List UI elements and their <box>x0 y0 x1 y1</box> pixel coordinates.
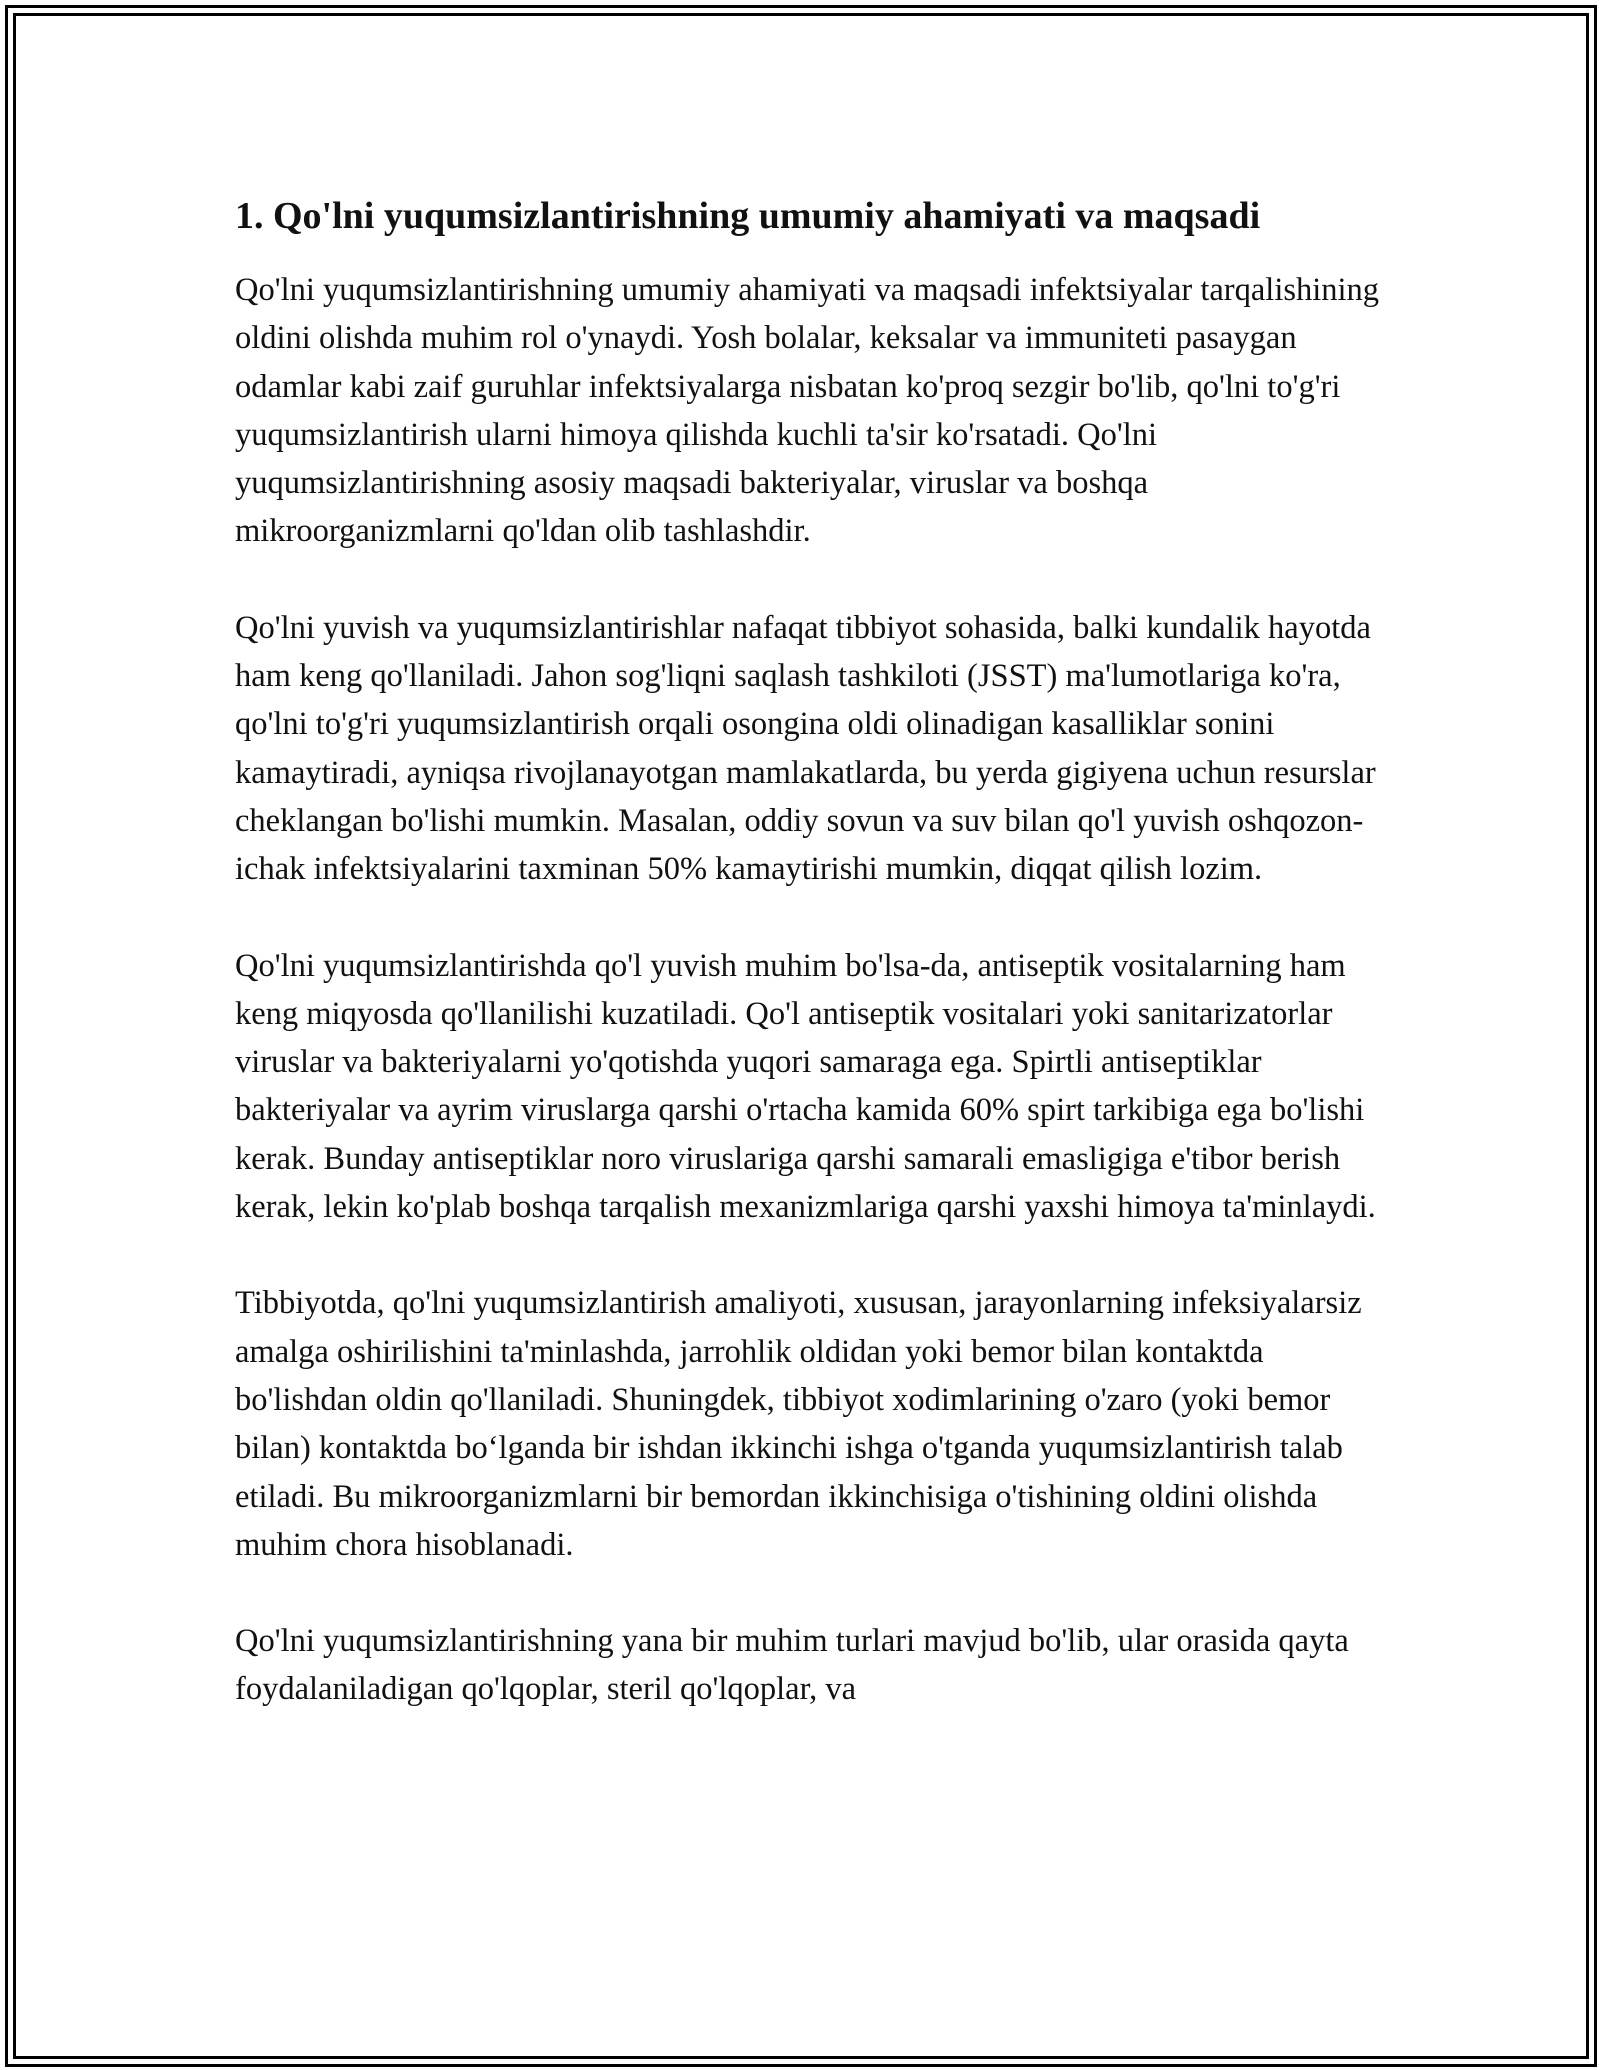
paragraph-importance: Qo'lni yuqumsizlantirishning umumiy ahamiyati va maqsadi infektsiyalar tarqalishining oldini olishda muhim rol o'ynaydi. Yosh bolalar, keksalar va immuniteti pasaygan odamlar kabi zaif guruhlar infektsiyalarga nisbatan ko'proq sezgir bo'lib, qo'lni to'g'ri yuqumsizlantirish ularni himoya qilishda kuchli ta'sir ko'rsatadi. Qo'lni yuqumsizlantirishning asosiy maqsadi bakteriyalar, viruslar va boshqa mikroorganizmlarni qo'ldan olib tashlashdir. <box>235 272 1380 550</box>
paragraph-antiseptics: Qo'lni yuqumsizlantirishda qo'l yuvish muhim bo'lsa-da, antiseptik vositalarning ham keng miqyosda qo'llanilishi kuzatiladi. Qo'l antiseptik vositalari yoki sanitarizatorlar viruslar va bakteriyalarni yo'qotishda yuqori samaraga ega. Spirtli antiseptiklar bakteriyalar va ayrim viruslarga qarshi o'rtacha kamida 60% spirt tarkibiga ega bo'lishi kerak. Bunday antiseptiklar noro viruslariga qarshi samarali emasligiga e'tibor berish kerak, lekin ko'plab boshqa tarqalish mexanizmlariga qarshi yaxshi himoya ta'minlaydi. <box>235 947 1376 1226</box>
paragraph-everyday-use: Qo'lni yuvish va yuqumsizlantirishlar nafaqat tibbiyot sohasida, balki kundalik hayotda ham keng qo'llaniladi. Jahon sog'liqni saqlash tashkiloti (JSST) ma'lumotlariga ko'ra, qo'lni to'g'ri yuqumsizlantirish orqali osongina oldi olinadigan kasalliklar sonini kamaytiradi, ayniqsa rivojlanayotgan mamlakatlarda, bu yerda gigiyena uchun resurslar cheklangan bo'lishi mumkin. Masalan, oddiy sovun va suv bilan qo'l yuvish oshqozon-ichak infektsiyalarini taxminan 50% kamaytirishi mumkin, diqqat qilish lozim. <box>235 609 1376 888</box>
section-heading: 1. Qo'lni yuqumsizlantirishning umumiy ahamiyati va maqsadi <box>235 195 1261 237</box>
paragraph-gloves: Qo'lni yuqumsizlantirishning yana bir muhim turlari mavjud bo'lib, ular orasida qayta foydalaniladigan qo'lqoplar, steril qo'lqoplar, va <box>235 1623 1349 1708</box>
document-body <box>235 188 1390 1714</box>
paragraph-medicine: Tibbiyotda, qo'lni yuqumsizlantirish amaliyoti, xususan, jarayonlarning infeksiyalarsiz amalga oshirilishini ta'minlashda, jarrohlik oldidan yoki bemor bilan kontaktda bo'lishdan oldin qo'llaniladi. Shuningdek, tibbiyot xodimlarining o'zaro (yoki bemor bilan) kontaktda bo‘lganda bir ishdan ikkinchi ishga o'tganda yuqumsizlantirish talab etiladi. Bu mikroorganizmlarni bir bemordan ikkinchisiga o'tishining oldini olishda muhim chora hisoblanadi. <box>235 1285 1362 1563</box>
